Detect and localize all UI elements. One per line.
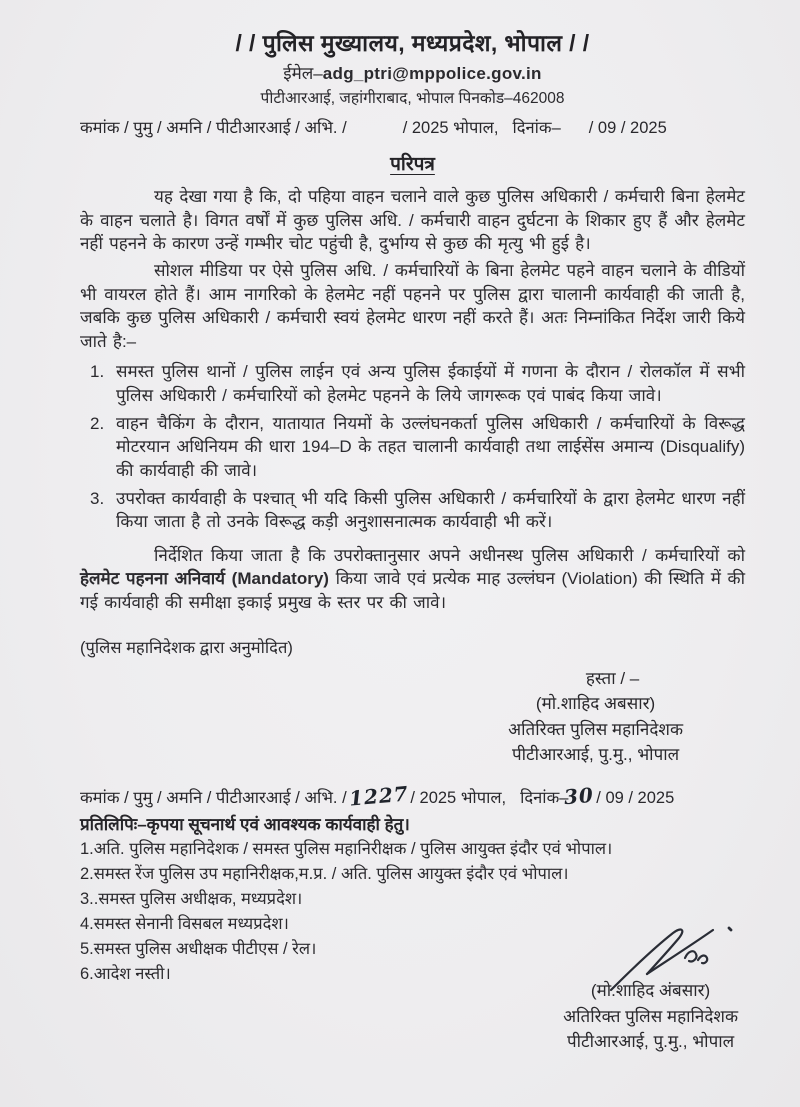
directive-text: उपरोक्त कार्यवाही के पश्चात् भी यदि किसी पुलिस अधिकारी / कर्मचारियों के द्वारा हेलमेट धारण नहीं किया जाता है तो उनके विरूद्ध कड़ी अनुशासनात्मक कार्यवाही भी करें। — [116, 488, 745, 532]
ref-date-part: / 09 / 2025 — [596, 788, 675, 807]
directive-item — [90, 360, 745, 407]
ref-date-part: / 09 / 2025 — [588, 119, 667, 137]
directive-text: समस्त पुलिस थानों / पुलिस लाईन एवं अन्य पुलिस ईकाईयों में गणना के दौरान / रोलकॉल में सभी पुलिस अधिकारी / कर्मचारियों को हेलमेट पहनने के लिये जागरूक एवं पाबंद किया जावे। — [116, 362, 745, 405]
copy-to-list — [80, 837, 745, 987]
directive-number: 2. — [90, 413, 105, 433]
directive-item — [90, 487, 745, 534]
copy-list-item: 5.समस्त पुलिस अधीक्षक पीटीएस / रेल। — [80, 939, 317, 958]
copy-list-item: 3..समस्त पुलिस अधीक्षक, मध्यप्रदेश। — [80, 889, 303, 908]
paragraph-2: सोशल मीडिया पर ऐसे पुलिस अधि. / कर्मचारियों के बिना हेलमेट पहने वाहन चलाने के वीडियों भी वायरल होते हैं। आम नागरिको के हेलमेट नहीं पहनने पर पुलिस द्वारा चालानी कार्यवाही की जाती है, जबकि कुछ पुलिस अधिकारी / कर्मचारी स्वयं हेलमेट धारण नहीं करते हैं। अतः निम्नांकित निर्देश जारी किये जाते है:– — [80, 260, 745, 351]
signed-label: हस्ता / – — [585, 668, 640, 688]
directive-list — [90, 360, 745, 533]
ref-year-part: / 2025 भोपाल, — [410, 788, 507, 807]
directive-text: वाहन चैकिंग के दौरान, यातायात नियमों के उल्लंघनकर्ता पुलिस अधिकारी / कर्मचारियों के विरूद्ध मोटरयान अधिनियम की धारा 194–D के तहत चालानी कार्यवाही तथा लाईसेंस अमान्य (Disqualify) की कार्यवाही की जावे। — [116, 413, 745, 480]
directive-number: 1. — [90, 362, 105, 382]
email-label: ईमेल– — [283, 64, 323, 83]
ref-prefix: कमांक / पुमु / अमनि / पीटीआरआई / अभि. / — [80, 119, 347, 137]
handwritten-date-day: 30 — [563, 782, 596, 809]
signatory-name: (मो.शाहिद अंबसार) — [590, 981, 711, 1000]
ref-date-label: दिनांक– — [520, 788, 569, 807]
ref-prefix: कमांक / पुमु / अमनि / पीटीआरआई / अभि. / — [80, 788, 347, 807]
signatory-designation: अतिरिक्त पुलिस महानिदेशक — [563, 1006, 738, 1026]
copy-list-item: 4.समस्त सेनानी विसबल मध्यप्रदेश। — [80, 914, 289, 933]
para3-emphasis: हेलमेट पहनना अनिवार्य (Mandatory) — [80, 569, 329, 589]
paragraph-3 — [80, 544, 745, 615]
circular-heading: परिपत्र — [390, 154, 435, 175]
letterhead-title: / / पुलिस मुख्यालय, मध्यप्रदेश, भोपाल / / — [235, 30, 590, 56]
para3-lead: निर्देशित किया जाता है कि उपरोक्तानुसार अपने अधीनस्थ पुलिस अधिकारी / कर्मचारियों को — [154, 545, 745, 565]
letterhead-address: पीटीआरआई, जहांगीराबाद, भोपाल पिनकोड–462008 — [260, 90, 565, 107]
signatory-office: पीटीआरआई, पु.मु., भोपाल — [566, 1032, 735, 1051]
copy-list-item: 1.अति. पुलिस महानिदेशक / समस्त पुलिस महानिरीक्षक / पुलिस आयुक्त इंदौर एवं भोपाल। — [80, 839, 613, 858]
directive-item — [90, 412, 745, 483]
ref-year-part: / 2025 भोपाल, — [402, 119, 499, 137]
signatory-office: पीटीआरआई, पु.मु., भोपाल — [511, 745, 680, 765]
paragraph-1: यह देखा गया है कि, दो पहिया वाहन चलाने वाले कुछ पुलिस अधिकारी / कर्मचारी बिना हेलमेट के वाहन चलाते है। विगत वर्षों में कुछ पुलिस अधि. / कर्मचारी वाहन दुर्घटना के शिकार हुए हैं और हेलमेट नहीं पहनने के कारण उन्हें गम्भीर चोट पहुंची है, दुर्भाग्य से कुछ की मृत्यु भी हुई है। — [80, 187, 745, 254]
email-address: adg_ptri@mppolice.gov.in — [322, 64, 542, 83]
ref-date-label: दिनांक– — [512, 119, 561, 137]
reference-number-line — [80, 115, 745, 138]
copy-to-heading: प्रतिलिपिः–कृपया सूचनार्थ एवं आवश्यक कार्यवाही हेतु। — [80, 814, 410, 834]
copy-list-item: 2.समस्त रेंज पुलिस उप महानिरीक्षक,म.प्र. / अति. पुलिस आयुक्त इंदौर एवं भोपाल। — [80, 864, 569, 883]
handwritten-ref-number: 1227 — [347, 781, 410, 811]
para3-tail: किया जावे एवं प्रत्येक माह उल्लंघन (Violation) की स्थिति में की गई कार्यवाही की समीक्षा इकाई प्रमुख के स्तर पर की जावे। — [80, 569, 745, 612]
signatory-name: (मो.शाहिद अबसार) — [535, 694, 656, 714]
copy-list-item: 6.आदेश नस्ती। — [80, 965, 171, 984]
signature-block-top — [508, 666, 683, 768]
letterhead-email-line — [80, 61, 745, 84]
approval-note: (पुलिस महानिदेशक द्वारा अनुमोदित) — [80, 638, 293, 657]
footer-reference-line — [80, 781, 745, 811]
signature-block-bottom — [563, 978, 738, 1055]
signatory-designation: अतिरिक्त पुलिस महानिदेशक — [508, 719, 683, 739]
directive-number: 3. — [90, 488, 105, 508]
